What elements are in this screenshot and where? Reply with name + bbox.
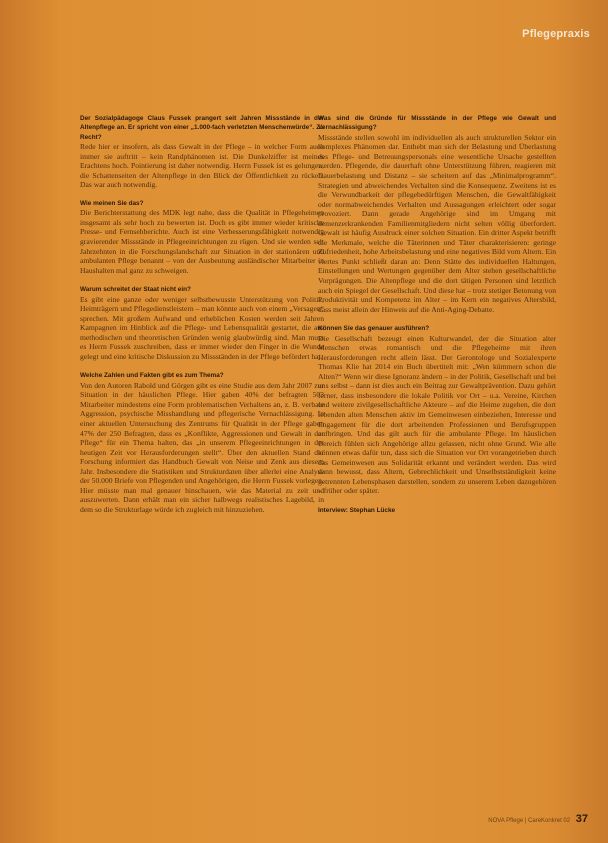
intro-question: Der Sozialpädagoge Claus Fussek prangert seit Jahren Missstände in der Altenpflege an. Er spricht von einer „1.000-fach verletzten Menschenwürde“. Zu Recht? bbox=[80, 115, 324, 141]
footer-text: NOVA Pflege | CareKonkret 02 bbox=[488, 818, 571, 824]
answer-3: Es gibt eine ganze oder weniger selbstbewusste Unterstützung von Politik, Heimträgern und Pflegedienstleistern – man könnte auch von einem „Versagen“ sprechen. Mit großem Aufwand und erheblichen Kosten werden seit Jahren Kampagnen im Hinblick auf die Pflege- und Lebensqualität gestartet, die aus methodischen und theoretischen Gründen wenig glaubwürdig sind. Man muss es Herrn Fussek zuschreiben, dass er immer wieder den Finger in die Wunde gelegt und eine kritische Diskussion zu Missständen in der Pflege befördert hat. bbox=[80, 294, 324, 361]
intro-answer: Rede hier er insofern, als dass Gewalt in der Pflege – in welcher Form auch immer sie auftritt – kein Randphänomen ist. Die Dunkelziffer ist meines Erachtens hoch. Pointierung ist daher notwendig. Herrn Fussek ist es gelungen, die Schattenseiten der Altenpflege in den Blick der Öffentlichkeit zu rücken. Das war auch notwendig. bbox=[80, 142, 324, 190]
answer-2: Die Berichterstattung des MDK legt nahe, dass die Qualität in Pflegeheimen insgesamt als sehr hoch zu bewerten ist. Doch es gibt immer wieder kritische Presse- und Fernsehberichte. Auch ist eine Verbesserungsfähigkeit notwendig gravierender Missstände in Pflegeeinrichtungen zu rügen. Und sie werden seit Jahrzehnten in die Forschungslandschaft zur Situation in der stationären und ambulanten Pflege benannt – von der Ausbeutung ausländischer Mitarbeiter in Haushalten mal ganz zu schweigen. bbox=[80, 208, 324, 275]
right-answer-1: Missstände stellen sowohl im individuellen als auch strukturellen Sektor ein komplexes Phänomen dar. Enthebt man sich der Belastung und Überlastung des Pflege- und Betreuungspersonals eine wesentliche Ursache gestellten werden. Pflegende, die dauerhaft ohne Unterstützung führen, reagieren mit Dauerbelastung und Distanz – sie scheitern auf das „Minimalprogramm“. Strategien und abweichendes Verhalten sind die Konsequenz. Zweitens ist es die Verwundbarkeit der pflegebedürftigen Menschen, die Gewaltfähigkeit oder normabweichendes Verhalten und Aussagungen erleichtert oder sogar provoziert. Dann gerade Angehörige sind im Umgang mit demenzerkrankenden Familienmitgliedern nicht selten völlig überfordert. Gewalt ist häufig Ausdruck einer solchen Situation. Ein dritter Aspekt betrifft die Merkmale, welche die Täterinnen und Täter charakterisieren: geringe Zufriedenheit, hohe Arbeitsbelastung und eine negatives Bild vom Altern. Ein viertes Punkt schließt daran an: Denn Stätte des individuellen Haltungen, Einstellungen und Wertungen gegenüber dem Alter stehen gesellschaftliche Vorprägungen. Die Altenpflege und die dort tätigen Personen sind letztlich auch ein Spiegel der Gesellschaft. Und diese hat – trotz stetiger Betonung von Produktivität und Kompetenz im Alter – im Kern ein negatives Altersbild, dass meist allein der Hinweis auf die Anti-Aging-Debatte. bbox=[318, 132, 556, 314]
question-4: Welche Zahlen und Fakten gibt es zum Thema? bbox=[80, 372, 224, 380]
page-footer bbox=[488, 813, 588, 825]
interview-credit: Interview: Stephan Lücke bbox=[318, 506, 396, 514]
right-answer-2: Die Gesellschaft bezeugt einen Kulturwandel, der die Situation alter Menschen etwas romantisch und die Pflegeheime mit ihren Herausforderungen recht allein lässt. Der Gerontologe und Sozialexperte Thomas Klie hat 2014 ein Buch übertitelt mit: „Wen kümmern schon die Alten?“ Wenn wir diese Ignoranz ändern – in der Politik, Gesellschaft und bei uns selbst – dann ist dies auch ein Beitrag zur Gewaltprävention. Dazu gehört ferner, dass insbesondere die lokale Politik vor Ort – u.a. Vereine, Kirchen und weitere zivilgesellschaftliche Akteure – auf die Heime zugehen, die dort lebenden alten Menschen aktiv im Gemeinwesen einbeziehen, Interesse und Engagement für die dort arbeitenden Professionen und Berufsgruppen aufbringen. Und das gilt auch für die ambulante Pflege. Im häuslichen Bereich fühlen sich Angehörige allzu gelassen, nicht ohne Grund. Wie alle können etwas dafür tun, dass sich die Situation vor Ort vorangetrieben durch das Gemeinwesen aus Solidarität erkannt und verändert werden. Das wird dann bewusst, dass Altern, Gebrechlichkeit und Unselbstständigkeit keine getrennten Lebensphasen darstellen, sondern zu unserem Leben dazugehören – früher oder später. bbox=[318, 333, 556, 496]
left-column bbox=[80, 114, 324, 524]
section-label: Pflegepraxis bbox=[522, 28, 590, 40]
answer-4: Von den Autoren Rabold und Görgen gibt es eine Studie aus dem Jahr 2007 zur Situation in der häuslichen Pflege. Hier gaben 40% der befragten 503 Mitarbeiter mindestens eine Form problematischen Verhaltens an, z. B. verbale Aggression, psychische Misshandlung und pflegerische Vernachlässigung. In einer aktuellen Untersuchung des Zentrums für Qualität in der Pflege gaben 47% der 250 Befragten, dass es „Konflikte, Aggressionen und Gewalt in der Pflege“ für ein Thema halten, das „in unserem Pflegeeinrichtungen in der heutigen Zeit vor Herausforderungen stellt“. Über den aktuellen Stand der Forschung informiert das Handbuch Gewalt von Neise und Zenk aus diesem Jahr. Insbesondere die Statistiken und Strukturdaten über allerlei eine Analyse der 50.000 Briefe von Pflegenden und Angehörigen, die Herrn Fussek vorlegen. Hier müsste man mal genauer hinschauen, wie das Material zu zeit und auszuwerten. Dann erhält man ein sicher halbwegs realistisches Lagebild, in dem so die Strukturlage würde ich zugleich mit hinzuziehen. bbox=[80, 380, 324, 514]
page-number: 37 bbox=[575, 813, 588, 825]
right-question-1: Was sind die Gründe für Missstände in der Pflege wie Gewalt und Vernachlässigung? bbox=[318, 115, 556, 132]
question-2: Wie meinen Sie das? bbox=[80, 199, 144, 207]
question-3: Warum schreitet der Staat nicht ein? bbox=[80, 286, 191, 294]
right-column bbox=[318, 114, 556, 515]
right-question-2: Können Sie das genauer ausführen? bbox=[318, 325, 430, 333]
